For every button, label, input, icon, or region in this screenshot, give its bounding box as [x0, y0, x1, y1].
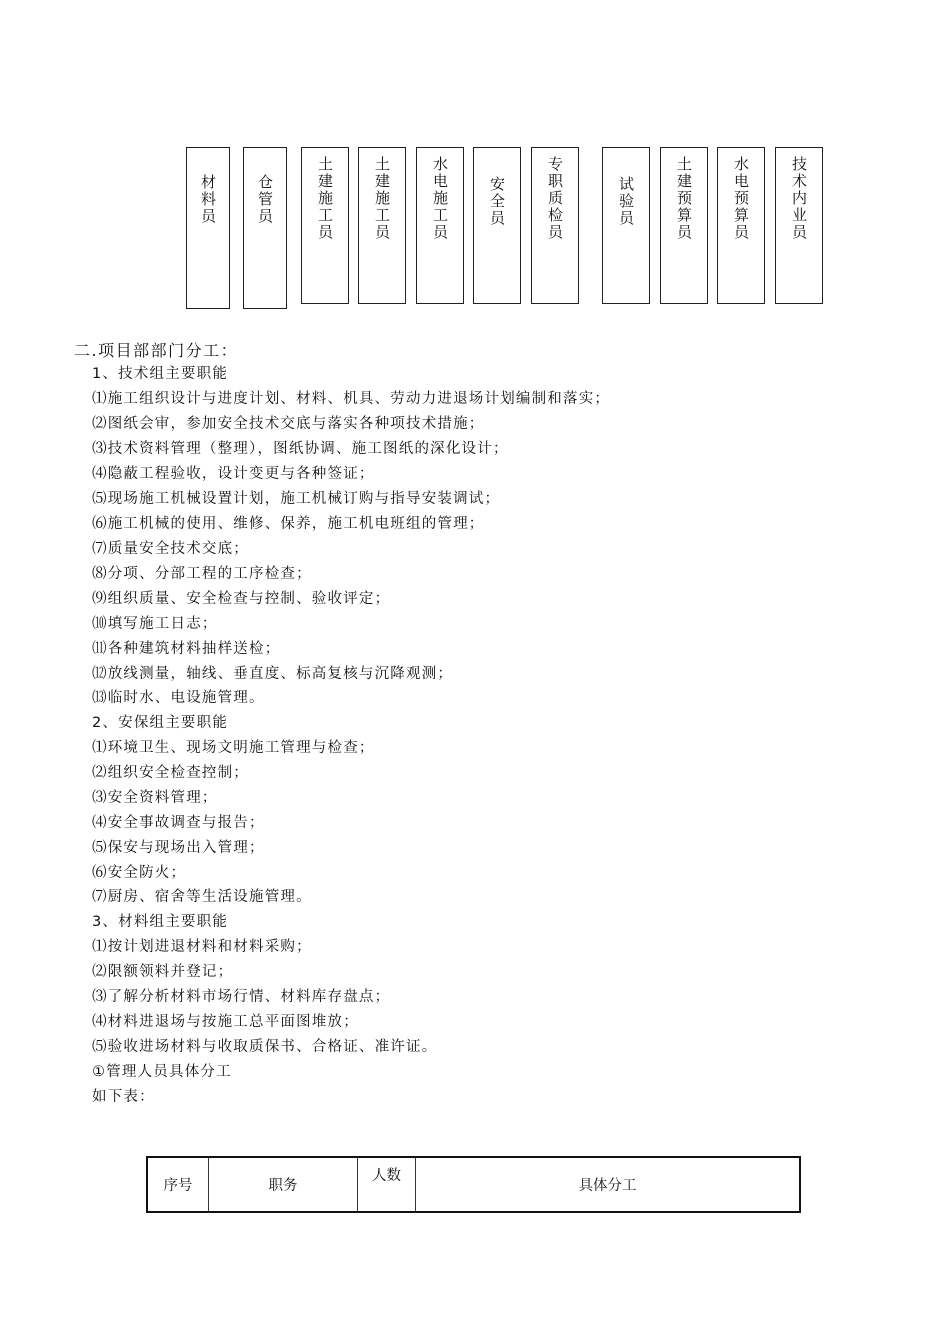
list-item: ⑹安全防火； — [92, 865, 187, 881]
list-item: ⑷安全事故调查与报告； — [92, 815, 265, 831]
org-box-label: 土建施工员 — [316, 156, 334, 241]
list-item: ⑸验收进场材料与收取质保书、合格证、准许证。 — [92, 1039, 438, 1055]
org-box-label: 仓管员 — [256, 174, 274, 225]
org-box-warehouse — [243, 147, 287, 309]
org-box-civil-construction-2 — [358, 147, 406, 304]
header-seq: 序号 — [147, 1157, 209, 1212]
list-item: ⑸保安与现场出入管理； — [92, 840, 265, 856]
org-box-safety — [473, 147, 521, 304]
list-item: ⑵限额领料并登记； — [92, 964, 234, 980]
group-heading-safety: 2、安保组主要职能 — [92, 715, 229, 731]
org-box-label: 试验员 — [617, 176, 635, 227]
list-item: ⑼组织质量、安全检查与控制、验收评定； — [92, 591, 391, 607]
duty-table — [146, 1156, 801, 1213]
org-box-mep-construction — [416, 147, 464, 304]
list-item: ⑸现场施工机械设置计划，施工机械订购与指导安装调试； — [92, 491, 501, 507]
org-box-testing — [602, 147, 650, 304]
org-box-materials — [186, 147, 230, 309]
table-intro: 如下表： — [92, 1089, 155, 1105]
org-box-label: 土建预算员 — [675, 156, 693, 241]
group-heading-tech: 1、技术组主要职能 — [92, 366, 229, 382]
org-box-label: 安全员 — [488, 176, 506, 227]
org-box-quality-inspector — [531, 147, 579, 304]
group-heading-materials: 3、材料组主要职能 — [92, 914, 229, 930]
org-box-tech-clerk — [775, 147, 823, 304]
org-box-civil-construction-1 — [301, 147, 349, 304]
org-box-label: 水电施工员 — [431, 156, 449, 241]
table-header-row — [147, 1157, 800, 1212]
org-box-civil-budget — [660, 147, 708, 304]
org-box-label: 专职质检员 — [546, 156, 564, 241]
list-item: ⑻分项、分部工程的工序检查； — [92, 566, 312, 582]
list-item: ⒀临时水、电设施管理。 — [92, 690, 265, 706]
org-box-label: 技术内业员 — [790, 156, 808, 241]
list-item: ⑶了解分析材料市场行情、材料库存盘点； — [92, 989, 391, 1005]
list-item: ⑵组织安全检查控制； — [92, 765, 249, 781]
list-item: ⑺质量安全技术交底； — [92, 541, 249, 557]
list-item: ⑷材料进退场与按施工总平面图堆放； — [92, 1014, 359, 1030]
list-item: ⑶安全资料管理； — [92, 790, 218, 806]
list-item: ⑴环境卫生、现场文明施工管理与检查； — [92, 740, 375, 756]
org-box-mep-budget — [717, 147, 765, 304]
staff-note: ①管理人员具体分工 — [92, 1064, 232, 1080]
list-item: ⑵图纸会审，参加安全技术交底与落实各种项技术措施； — [92, 416, 485, 432]
list-item: ⑺厨房、宿舍等生活设施管理。 — [92, 889, 312, 905]
org-box-label: 土建施工员 — [373, 156, 391, 241]
list-item: ⑽填写施工日志； — [92, 616, 218, 632]
list-item: ⑶技术资料管理（整理），图纸协调、施工图纸的深化设计； — [92, 441, 509, 457]
header-count: 人数 — [358, 1157, 416, 1212]
header-duty: 具体分工 — [416, 1157, 801, 1212]
header-role: 职务 — [209, 1157, 358, 1212]
list-item: ⑾各种建筑材料抽样送检； — [92, 641, 281, 657]
list-item: ⑹施工机械的使用、维修、保养，施工机电班组的管理； — [92, 516, 485, 532]
org-box-label: 材料员 — [199, 174, 217, 225]
list-item: ⑴按计划进退材料和材料采购； — [92, 939, 312, 955]
list-item: ⑷隐蔽工程验收，设计变更与各种签证； — [92, 466, 375, 482]
list-item: ⑴施工组织设计与进度计划、材料、机具、劳动力进退场计划编制和落实； — [92, 391, 611, 407]
list-item: ⑿放线测量，轴线、垂直度、标高复核与沉降观测； — [92, 666, 454, 682]
section-title: 二.项目部部门分工： — [74, 341, 239, 360]
org-box-label: 水电预算员 — [732, 156, 750, 241]
